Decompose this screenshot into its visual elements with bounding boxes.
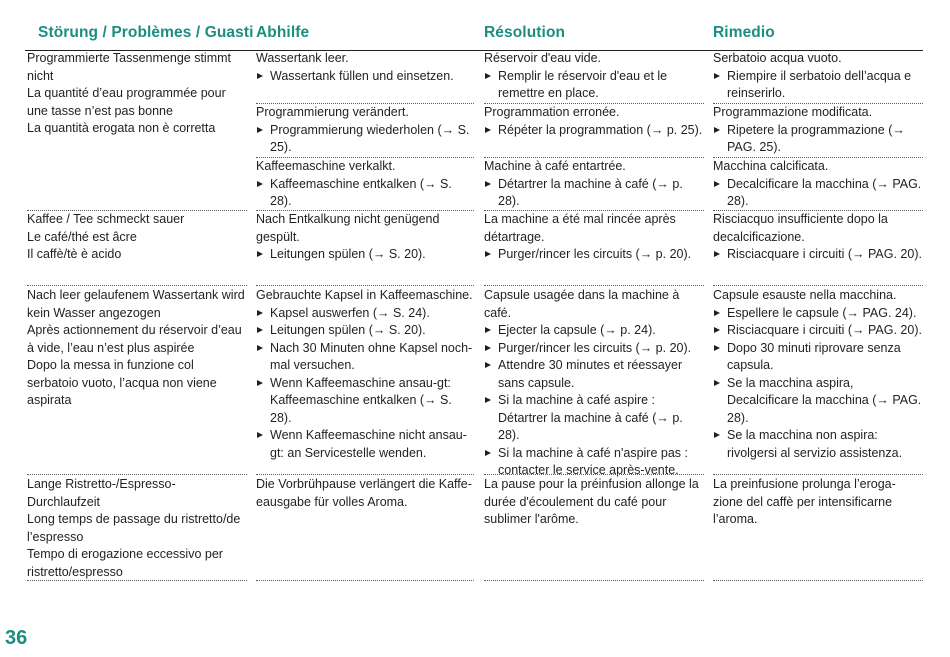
it-cause: Risciacquo insufficiente dopo la decalcificazione.	[713, 212, 888, 244]
row-divider	[256, 580, 474, 581]
de-cell-4	[256, 476, 474, 511]
de-cell-1c	[256, 158, 474, 211]
problem-column	[27, 0, 247, 657]
de-cause: Nach Entkalkung nicht genügend gespült.	[256, 212, 440, 244]
fr-cell-1c	[484, 158, 704, 211]
de-cause: Die Vorbrühpause verlängert die Kaffe-eausgabe für volles Aroma.	[256, 477, 472, 509]
it-remedy: Dopo 30 minuti riprovare senza capsula.	[713, 340, 923, 375]
it-remedy: Risciacquare i circuiti (→ PAG. 20).	[713, 246, 923, 264]
problem-cell-1	[27, 50, 247, 138]
problem-fr: Après actionnement du réservoir d’eau à vide, l’eau n’est plus aspirée	[27, 323, 242, 355]
problem-de: Lange Ristretto-/Espresso-Durchlaufzeit	[27, 477, 176, 509]
de-cell-1b	[256, 104, 474, 157]
it-remedy: Ripetere la programmazione (→ PAG. 25).	[713, 122, 923, 157]
it-remedy: Se la macchina aspira, Decalcificare la macchina (→ PAG. 28).	[713, 375, 923, 428]
fr-remedy: Ejecter la capsule (→ p. 24).	[484, 322, 704, 340]
fr-cell-1b	[484, 104, 704, 139]
problem-cell-2	[27, 211, 247, 264]
row-divider	[484, 474, 704, 475]
row-divider	[713, 285, 923, 286]
de-cell-2	[256, 211, 474, 264]
it-remedy: Decalcificare la macchina (→ PAG. 28).	[713, 176, 923, 211]
page-number: 36	[5, 627, 28, 649]
sub-divider	[256, 103, 474, 104]
fr-column	[484, 0, 704, 657]
fr-cell-3	[484, 287, 704, 480]
it-remedy: Riempire il serbatoio dell’acqua e reinserirlo.	[713, 68, 923, 103]
problem-fr: Le café/thé est âcre	[27, 229, 137, 244]
fr-cell-2	[484, 211, 704, 264]
fr-remedy: Si la machine à café n'aspire pas : contacter le service après-vente.	[484, 445, 704, 480]
row-divider	[27, 210, 247, 211]
fr-remedy: Remplir le réservoir d'eau et le remettre en place.	[484, 68, 704, 103]
de-cause: Programmierung verändert.	[256, 105, 409, 119]
de-cause: Gebrauchte Kapsel in Kaffeemaschine.	[256, 288, 473, 302]
fr-remedy: Purger/rincer les circuits (→ p. 20).	[484, 340, 704, 358]
sub-divider	[484, 157, 704, 158]
de-remedy: Kapsel auswerfen (→ S. 24).	[256, 305, 474, 323]
row-divider	[713, 580, 923, 581]
it-cause: Macchina calcificata.	[713, 159, 829, 173]
it-cause: Serbatoio acqua vuoto.	[713, 51, 842, 65]
row-divider	[27, 580, 247, 581]
fr-remedy: Détartrer la machine à café (→ p. 28).	[484, 176, 704, 211]
fr-cell-4	[484, 476, 704, 529]
de-remedy: Leitungen spülen (→ S. 20).	[256, 322, 474, 340]
row-divider	[256, 285, 474, 286]
problem-it: La quantità erogata non è corretta	[27, 121, 216, 135]
row-divider	[484, 285, 704, 286]
de-cause: Wassertank leer.	[256, 51, 349, 65]
it-cause: Capsule esauste nella macchina.	[713, 288, 897, 302]
row-divider	[256, 474, 474, 475]
fr-cause: Réservoir d'eau vide.	[484, 51, 602, 65]
it-remedy: Risciacquare i circuiti (→ PAG. 20).	[713, 322, 923, 340]
de-remedy: Wassertank füllen und einsetzen.	[256, 68, 474, 86]
fr-cause: La pause pour la préinfusion allonge la durée d'écoulement du café pour sublimer l'arôme.	[484, 477, 699, 526]
it-cell-3	[713, 287, 923, 462]
problem-fr: Long temps de passage du ristretto/de l’espresso	[27, 512, 241, 544]
it-cell-1b	[713, 104, 923, 157]
problem-fr: La quantité d’eau programmée pour une tasse n’est pas bonne	[27, 86, 226, 118]
header-de: Abhilfe	[256, 24, 310, 41]
row-divider	[713, 474, 923, 475]
sub-divider	[256, 157, 474, 158]
de-cause: Kaffeemaschine verkalkt.	[256, 159, 396, 173]
fr-remedy: Répéter la programmation (→ p. 25).	[484, 122, 704, 140]
problem-cell-4	[27, 476, 247, 581]
problem-de: Nach leer gelaufenem Wassertank wird kein Wasser angezogen	[27, 288, 245, 320]
fr-remedy: Purger/rincer les circuits (→ p. 20).	[484, 246, 704, 264]
problem-cell-3	[27, 287, 247, 410]
fr-cause: Programmation erronée.	[484, 105, 620, 119]
problem-de: Kaffee / Tee schmeckt sauer	[27, 212, 185, 226]
it-cell-2	[713, 211, 923, 264]
it-column	[713, 0, 923, 657]
it-cause: Programmazione modificata.	[713, 105, 873, 119]
sub-divider	[713, 157, 923, 158]
fr-remedy: Si la machine à café aspire : Détartrer la machine à café (→ p. 28).	[484, 392, 704, 445]
problem-it: Il caffè/tè è acido	[27, 247, 122, 261]
problem-it: Dopo la messa in funzione col serbatoio vuoto, l’acqua non viene aspirata	[27, 358, 217, 407]
it-remedy: Se la macchina non aspira: rivolgersi al servizio assistenza.	[713, 427, 923, 462]
fr-cell-1a	[484, 50, 704, 103]
row-divider	[484, 210, 704, 211]
it-remedy: Espellere le capsule (→ PAG. 24).	[713, 305, 923, 323]
de-remedy: Leitungen spülen (→ S. 20).	[256, 246, 474, 264]
row-divider	[27, 285, 247, 286]
fr-cause: Machine à café entartrée.	[484, 159, 626, 173]
it-cell-1c	[713, 158, 923, 211]
header-it: Rimedio	[713, 24, 775, 41]
problem-it: Tempo di erogazione eccessivo per ristretto/espresso	[27, 547, 223, 579]
fr-remedy: Attendre 30 minutes et réessayer sans capsule.	[484, 357, 704, 392]
de-remedy: Wenn Kaffeemaschine nicht ansau-gt: an Servicestelle wenden.	[256, 427, 474, 462]
de-cell-1a	[256, 50, 474, 85]
row-divider	[484, 580, 704, 581]
sub-divider	[484, 103, 704, 104]
de-remedy: Nach 30 Minuten ohne Kapsel noch-mal versuchen.	[256, 340, 474, 375]
it-cell-1a	[713, 50, 923, 103]
header-problem: Störung / Problèmes / Guasti	[38, 24, 254, 41]
row-divider	[27, 474, 247, 475]
row-divider	[256, 210, 474, 211]
de-column	[256, 0, 474, 657]
it-cell-4	[713, 476, 923, 529]
fr-cause: La machine a été mal rincée après détartrage.	[484, 212, 676, 244]
it-cause: La preinfusione prolunga l’eroga-zione del caffè per intensificarne l’aroma.	[713, 477, 896, 526]
header-fr: Résolution	[484, 24, 566, 41]
de-remedy: Programmierung wiederholen (→ S. 25).	[256, 122, 474, 157]
sub-divider	[713, 103, 923, 104]
problem-de: Programmierte Tassenmenge stimmt nicht	[27, 51, 232, 83]
de-remedy: Kaffeemaschine entkalken (→ S. 28).	[256, 176, 474, 211]
de-cell-3	[256, 287, 474, 462]
fr-cause: Capsule usagée dans la machine à café.	[484, 288, 680, 320]
row-divider	[713, 210, 923, 211]
de-remedy: Wenn Kaffeemaschine ansau-gt: Kaffeemaschine entkalken (→ S. 28).	[256, 375, 474, 428]
